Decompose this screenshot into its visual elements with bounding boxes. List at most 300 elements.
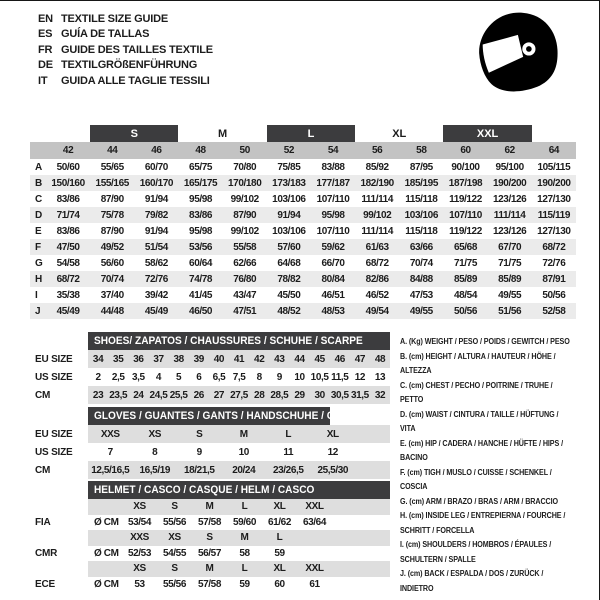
measurement-value: 68/72 <box>532 239 576 255</box>
size-value: 29 <box>294 389 305 401</box>
measurement-value: 87/90 <box>100 225 124 237</box>
row-label: EU SIZE <box>35 353 73 365</box>
size-value: 12,5/16,5 <box>91 464 130 476</box>
size-value: 6 <box>196 371 202 383</box>
measurement-value: 50/60 <box>56 161 80 173</box>
helmet-size-label: L <box>241 501 248 513</box>
measurement-value: 190/200 <box>532 175 576 191</box>
measurement-value: 99/102 <box>355 207 399 223</box>
measurement-value: 71/75 <box>453 257 477 269</box>
measurement-value: 58/62 <box>144 257 168 269</box>
measurement-value: 87/91 <box>532 271 576 287</box>
helmet-table-header <box>88 481 390 499</box>
measurement-value: 75/85 <box>277 161 301 173</box>
measurement-value: 123/126 <box>492 225 527 237</box>
measurement-value: 46/52 <box>365 289 389 301</box>
helmet-size-table <box>30 481 390 592</box>
measurement-row-label: H <box>30 271 46 287</box>
legend-item: J. (cm) BACK / ESPALDA / DOS / ZURÜCK / INDIETRO <box>400 569 544 593</box>
helmet-size-value: 59/60 <box>232 516 257 528</box>
measurement-value: 59/62 <box>311 239 355 255</box>
table-row-eu-size <box>30 425 390 443</box>
legend-item: D. (cm) WAIST / CINTURA / TAILLE / HÜFTUNG / VITA <box>400 409 559 433</box>
size-value: XL <box>326 428 339 440</box>
measurement-value: 45/50 <box>277 289 301 301</box>
measurement-value: 107/110 <box>316 193 350 205</box>
measurement-value: 83/86 <box>56 193 80 205</box>
measurement-value: 44/48 <box>90 303 134 319</box>
measurement-value: 35/38 <box>56 289 80 301</box>
helmet-size-value: 63/64 <box>302 516 327 528</box>
helmet-size-label: S <box>206 532 213 544</box>
measurement-value: 115/118 <box>405 193 438 205</box>
language-row <box>38 58 213 74</box>
measurement-row-label: J <box>30 303 46 319</box>
row-cells <box>88 515 390 531</box>
measurement-value: 84/88 <box>399 271 443 287</box>
row-cells <box>88 425 390 443</box>
size-value: 3,5 <box>132 371 145 383</box>
size-value: 34 <box>92 353 104 365</box>
measurement-value: 60/64 <box>189 257 213 269</box>
size-value: 13 <box>374 371 386 383</box>
helmet-size-value: 55/56 <box>162 516 187 528</box>
row-cells <box>88 530 390 546</box>
size-value: 47 <box>354 353 366 365</box>
measurement-value: 83/86 <box>56 225 80 237</box>
measurement-value: 91/94 <box>144 225 168 237</box>
measurement-row-a <box>30 159 576 175</box>
size-value: 12 <box>354 371 366 383</box>
size-value: 23/26,5 <box>272 464 304 476</box>
size-value: 25,5 <box>169 389 188 401</box>
measurement-value: 99/102 <box>230 225 259 237</box>
measurement-value: 48/54 <box>453 289 477 301</box>
size-value: XS <box>148 428 162 440</box>
helmet-size-value: 61 <box>309 578 320 590</box>
legend-item: E. (cm) HIP / CADERA / HANCHE / HÜFTE / HIPS / BACINO <box>400 438 563 462</box>
measurement-value: 45/49 <box>134 303 178 319</box>
shoes-table-header <box>88 332 390 350</box>
size-value: 2,5 <box>111 371 125 383</box>
measurement-value: 50/56 <box>443 303 487 319</box>
size-value: 11 <box>283 446 294 458</box>
racing-helmet-icon <box>473 9 561 108</box>
row-label: CM <box>35 389 51 401</box>
measurement-value: 50/56 <box>542 289 566 301</box>
diameter-unit-label: Ø CM <box>94 578 119 590</box>
size-column-header: 54 <box>311 142 355 159</box>
size-column-header: 46 <box>134 142 178 159</box>
measurement-value: 68/72 <box>365 257 389 269</box>
measurement-value: 80/84 <box>311 271 355 287</box>
table-row-cm <box>30 461 390 479</box>
helmet-size-value: 52/53 <box>127 547 152 559</box>
measurement-value: 49/55 <box>498 289 522 301</box>
size-value: 43 <box>274 353 285 365</box>
measurement-value: 46/51 <box>321 289 345 301</box>
size-value: XXS <box>100 428 120 440</box>
measurement-value: 95/98 <box>311 207 355 223</box>
helmet-size-value: 57/58 <box>197 516 222 528</box>
size-column-header: 52 <box>267 142 311 159</box>
gloves-size-table <box>30 407 390 479</box>
size-value: 45 <box>314 353 325 365</box>
size-column-header: 58 <box>399 142 443 159</box>
row-cells <box>88 368 390 386</box>
size-value: 8 <box>256 371 262 383</box>
row-label: US SIZE <box>35 446 73 458</box>
diameter-unit-label: Ø CM <box>94 547 119 559</box>
helmet-size-value: 53/54 <box>127 516 152 528</box>
size-value: 39 <box>193 353 204 365</box>
row-label: CM <box>35 464 51 476</box>
measurement-value: 127/130 <box>537 225 571 237</box>
size-value: S <box>196 428 203 440</box>
measurement-value: 47/51 <box>223 303 267 319</box>
measurement-value: 115/118 <box>405 225 438 237</box>
size-column-header: 44 <box>90 142 134 159</box>
measurement-value: 45/49 <box>46 303 90 319</box>
measurement-value: 70/74 <box>409 257 433 269</box>
measurement-value: 83/86 <box>178 207 222 223</box>
row-cells <box>88 386 390 404</box>
measurement-row-label: B <box>30 175 46 191</box>
guide-title: GUÍA DE TALLAS <box>61 28 150 41</box>
size-column-header: 60 <box>443 142 487 159</box>
measurement-row-j <box>30 303 576 319</box>
measurement-value: 75/78 <box>90 207 134 223</box>
measurement-value: 87/90 <box>100 193 124 205</box>
measurement-value: 61/63 <box>355 239 399 255</box>
measurement-value: 49/55 <box>399 303 443 319</box>
helmet-size-label: M <box>205 501 214 513</box>
legend-item: C. (cm) CHEST / PECHO / POITRINE / TRUHE / PETTO <box>400 380 553 404</box>
helmet-sizes-row-ece <box>30 561 390 577</box>
measurement-value: 111/114 <box>361 193 394 205</box>
measurement-value: 49/52 <box>90 239 134 255</box>
size-band-xxl: XXL <box>443 125 531 142</box>
measurement-row-c <box>30 191 576 207</box>
measurement-value: 76/80 <box>223 271 267 287</box>
measurement-value: 82/86 <box>355 271 399 287</box>
size-value: 44 <box>294 353 305 365</box>
measurement-value: 107/110 <box>443 207 487 223</box>
measurement-row-label: C <box>35 193 43 205</box>
legend-item: B. (cm) HEIGHT / ALTURA / HAUTEUR / HÖHE / ALTEZZA <box>400 351 556 375</box>
corner-cell <box>30 142 46 159</box>
measurement-value: 103/106 <box>272 225 306 237</box>
size-value: 40 <box>213 353 225 365</box>
measurement-value: 57/60 <box>267 239 311 255</box>
helmet-size-label: S <box>171 501 178 513</box>
helmet-size-label: XL <box>273 563 286 575</box>
measurement-value: 103/106 <box>399 207 443 223</box>
measurement-value: 173/183 <box>267 175 311 191</box>
measurement-row-i <box>30 287 576 303</box>
row-cells <box>88 577 390 593</box>
language-row <box>38 11 213 27</box>
row-cells <box>88 461 390 479</box>
measurement-value: 190/200 <box>488 175 532 191</box>
measurement-value: 62/66 <box>233 257 257 269</box>
measurement-value: 71/74 <box>46 207 90 223</box>
measurement-value: 95/100 <box>495 161 524 173</box>
measurement-value: 72/76 <box>134 271 178 287</box>
legend-item: A. (Kg) WEIGHT / PESO / POIDS / GEWITCH / PESO <box>400 337 570 346</box>
size-column-header: 64 <box>532 142 576 159</box>
size-value: 27 <box>213 389 225 401</box>
language-code: DE <box>38 59 53 72</box>
language-title-block <box>38 11 213 89</box>
size-value: M <box>239 428 248 440</box>
size-band-s: S <box>90 125 178 142</box>
language-row <box>38 42 213 58</box>
size-column-header: 48 <box>178 142 222 159</box>
row-cells <box>88 443 390 461</box>
size-value: 24 <box>133 389 144 401</box>
measurement-value: 119/122 <box>449 225 482 237</box>
measurement-value: 53/56 <box>178 239 222 255</box>
helmet-size-value: 53 <box>134 578 145 590</box>
measurement-value: 37/40 <box>100 289 124 301</box>
helmet-values-row-fia <box>30 515 390 531</box>
size-value: 7 <box>107 446 113 458</box>
measurement-value: 111/114 <box>488 207 532 223</box>
measurement-value: 68/72 <box>46 271 90 287</box>
measurement-row-label: D <box>30 207 46 223</box>
helmet-sizes-row-cmr <box>30 530 390 546</box>
table-row-us-size <box>30 443 390 461</box>
helmet-size-label: XXS <box>130 532 149 544</box>
size-value: 38 <box>173 353 184 365</box>
measurement-row-label: E <box>35 225 42 237</box>
measurement-value: 66/70 <box>321 257 345 269</box>
measurement-row-label: I <box>35 289 38 301</box>
size-band-empty <box>532 125 576 142</box>
measurement-value: 65/68 <box>443 239 487 255</box>
size-band-xl: XL <box>392 127 407 140</box>
language-code: EN <box>38 12 53 25</box>
measurement-value: 55/58 <box>223 239 267 255</box>
measurement-value: 46/50 <box>178 303 222 319</box>
measurement-row-label: G <box>35 257 43 269</box>
helmet-values-row-ece <box>30 577 390 593</box>
size-value: 10,5 <box>310 371 329 383</box>
measurement-value: 170/180 <box>223 175 267 191</box>
measurement-value: 49/54 <box>355 303 399 319</box>
measurement-value: 78/82 <box>267 271 311 287</box>
measurement-value: 55/65 <box>100 161 124 173</box>
numeric-size-header-row <box>30 142 576 159</box>
size-value: 20/24 <box>232 464 256 476</box>
size-value: 24,5 <box>149 389 168 401</box>
measurement-legend <box>400 335 575 596</box>
size-value: 11,5 <box>331 371 349 383</box>
measurement-value: 155/165 <box>90 175 134 191</box>
size-value: 28,5 <box>270 389 289 401</box>
size-column-header: 56 <box>355 142 399 159</box>
standard-label: ECE <box>35 578 55 590</box>
helmet-size-value: 59 <box>239 578 250 590</box>
measurement-value: 119/122 <box>449 193 482 205</box>
guide-title: TEXTILGRÖßENFÜHRUNG <box>61 59 198 72</box>
size-value: 30 <box>314 389 325 401</box>
measurement-value: 41/45 <box>189 289 213 301</box>
helmet-size-value: 57/58 <box>197 578 222 590</box>
size-value: 25,5/30 <box>317 464 349 476</box>
language-code: FR <box>38 43 53 56</box>
measurement-value: 60/70 <box>144 161 168 173</box>
helmet-size-value: 55/56 <box>162 578 187 590</box>
guide-title: TEXTILE SIZE GUIDE <box>61 12 169 25</box>
size-value: 23,5 <box>109 389 128 401</box>
size-value: 2 <box>95 371 101 383</box>
size-band-m: M <box>218 127 228 140</box>
size-value: 9 <box>196 446 202 458</box>
measurement-value: 52/58 <box>532 303 576 319</box>
row-cells <box>88 499 390 515</box>
measurement-value: 85/89 <box>488 271 532 287</box>
size-value: 32 <box>374 389 386 401</box>
measurement-value: 115/119 <box>532 207 576 223</box>
measurement-value: 51/54 <box>134 239 178 255</box>
size-value: 10 <box>238 446 249 458</box>
size-column-header: 50 <box>223 142 267 159</box>
measurement-value: 47/53 <box>409 289 433 301</box>
helmet-size-label: XXL <box>305 563 324 575</box>
helmet-size-label: XS <box>133 501 146 513</box>
row-cells <box>88 350 390 368</box>
helmet-size-label: XS <box>133 563 146 575</box>
measurement-value: 54/58 <box>56 257 80 269</box>
helmet-table-title: HELMET / CASCO / CASQUE / HELM / CASCO <box>94 484 315 496</box>
measurement-value: 87/95 <box>409 161 433 173</box>
helmet-size-label: L <box>276 532 283 544</box>
standard-label: CMR <box>35 547 58 559</box>
measurement-value: 111/114 <box>361 225 394 237</box>
measurement-value: 56/60 <box>100 257 124 269</box>
legend-item: H. (cm) INSIDE LEG / ENTREPIERNA / FOURCHE / SCHRITT / FORCELLA <box>400 511 566 535</box>
table-row-us-size <box>30 368 390 386</box>
size-value: 6,5 <box>212 371 226 383</box>
measurement-value: 79/82 <box>134 207 178 223</box>
size-value: 4 <box>155 371 162 383</box>
measurement-value: 67/70 <box>488 239 532 255</box>
measurement-value: 74/78 <box>178 271 222 287</box>
measurement-value: 107/110 <box>316 225 350 237</box>
size-value: 26 <box>193 389 204 401</box>
size-value: 46 <box>334 353 345 365</box>
guide-title: GUIDA ALLE TAGLIE TESSILI <box>61 74 210 87</box>
measurement-row-h <box>30 271 576 287</box>
language-code: IT <box>38 74 48 87</box>
measurement-value: 43/47 <box>233 289 257 301</box>
helmet-size-value: 54/55 <box>162 547 187 559</box>
helmet-size-label: M <box>205 563 214 575</box>
measurement-value: 85/89 <box>443 271 487 287</box>
helmet-size-value: 60 <box>274 578 285 590</box>
measurement-value: 83/88 <box>321 161 345 173</box>
measurement-value: 63/66 <box>399 239 443 255</box>
measurement-value: 71/75 <box>498 257 522 269</box>
helmet-sizes-row-fia <box>30 499 390 515</box>
measurement-value: 87/90 <box>223 207 267 223</box>
helmet-size-label: XS <box>168 532 181 544</box>
row-label: US SIZE <box>35 371 73 383</box>
helmet-size-value: 56/57 <box>197 547 222 559</box>
measurement-row-g <box>30 255 576 271</box>
size-value: 42 <box>254 353 265 365</box>
measurement-value: 103/106 <box>272 193 306 205</box>
measurement-row-d <box>30 207 576 223</box>
measurement-value: 187/198 <box>443 175 487 191</box>
legend-item: F. (cm) TIGH / MUSLO / CUISSE / SCHENKEL / COSCIA <box>400 467 552 491</box>
measurement-value: 70/80 <box>233 161 257 173</box>
size-value: 7,5 <box>232 371 246 383</box>
size-value: 31,5 <box>350 389 369 401</box>
measurement-value: 72/76 <box>542 257 566 269</box>
measurement-value: 48/53 <box>311 303 355 319</box>
helmet-size-label: S <box>171 563 178 575</box>
size-value: 30,5 <box>330 389 349 401</box>
size-value: 37 <box>153 353 164 365</box>
size-value: 28 <box>254 389 265 401</box>
row-cells <box>88 561 390 577</box>
size-value: 18/21,5 <box>183 464 215 476</box>
measurement-value: 85/92 <box>365 161 389 173</box>
size-value: 27,5 <box>230 389 248 401</box>
measurement-row-label: A <box>35 161 43 173</box>
size-value: 36 <box>133 353 144 365</box>
language-code: ES <box>38 28 53 41</box>
size-column-header: 42 <box>46 142 90 159</box>
measurement-value: 95/98 <box>189 225 213 237</box>
size-value: 48 <box>374 353 386 365</box>
measurement-value: 39/42 <box>144 289 168 301</box>
size-band-l: L <box>267 125 355 142</box>
measurement-value: 150/160 <box>46 175 90 191</box>
table-row-eu-size <box>30 350 390 368</box>
measurement-value: 70/74 <box>90 271 134 287</box>
table-row-cm <box>30 386 390 404</box>
measurement-value: 90/100 <box>451 161 480 173</box>
measurement-value: 105/115 <box>537 161 571 173</box>
legend-item: I. (cm) SHOULDERS / HOMBROS / ÉPAULES / SCHULTERN / SPALLE <box>400 540 552 564</box>
helmet-size-value: 59 <box>274 547 285 559</box>
size-value: 9 <box>276 371 282 383</box>
size-value: 23 <box>92 389 104 401</box>
shoes-size-table <box>30 332 390 404</box>
helmet-values-row-cmr <box>30 546 390 562</box>
legend-item: G. (cm) ARM / BRAZO / BRAS / ARM / BRACCIO <box>400 496 559 506</box>
measurement-value: 91/94 <box>144 193 168 205</box>
gloves-table-header <box>88 407 366 425</box>
measurement-row-e <box>30 223 576 239</box>
helmet-size-label: XXL <box>305 501 324 513</box>
measurement-value: 51/56 <box>488 303 532 319</box>
measurement-value: 127/130 <box>537 193 571 205</box>
guide-title: GUIDE DES TAILLES TEXTILE <box>61 43 213 56</box>
measurement-row-b <box>30 175 576 191</box>
size-band-row <box>30 125 576 142</box>
language-row <box>38 27 213 43</box>
measurement-value: 99/102 <box>230 193 259 205</box>
measurement-value: 47/50 <box>46 239 90 255</box>
measurement-value: 91/94 <box>267 207 311 223</box>
gloves-table-title: GLOVES / GUANTES / GANTS / HANDSCHUHE / GUANTI <box>94 410 366 422</box>
measurement-value: 64/68 <box>277 257 301 269</box>
